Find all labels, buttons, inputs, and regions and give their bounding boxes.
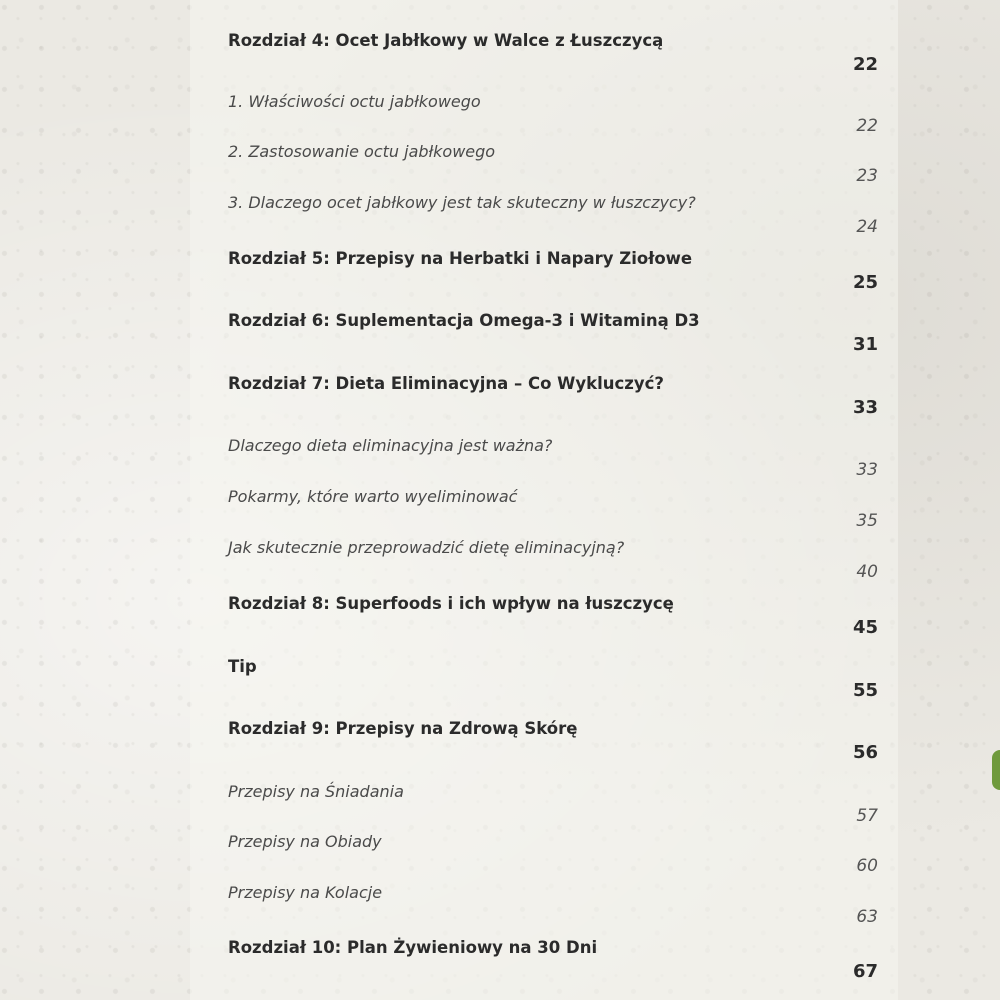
toc-entry-title: Rozdział 6: Suplementacja Omega-3 i Witaminą D3	[228, 311, 700, 330]
toc-entry-sub[interactable]	[228, 537, 878, 587]
toc-entry-chapter-5[interactable]	[228, 248, 878, 298]
toc-entry-page: 25	[852, 272, 878, 293]
toc-entry-chapter-10[interactable]	[228, 937, 878, 987]
toc-entry-page: 63	[856, 907, 878, 927]
toc-entry-page: 55	[852, 680, 878, 701]
toc-entry-page: 57	[856, 806, 878, 826]
toc-entry-title: Rozdział 5: Przepisy na Herbatki i Napary Ziołowe	[228, 249, 693, 268]
toc-entry-page: 67	[852, 961, 878, 982]
toc-entry-sub[interactable]	[228, 435, 878, 485]
leaf-decoration	[992, 750, 1000, 790]
toc-entry-title: Jak skutecznie przeprowadzić dietę eliminacyjną?	[228, 538, 625, 557]
toc-entry-page: 24	[856, 217, 878, 237]
toc-entry-tip[interactable]	[228, 656, 878, 706]
toc-entry-page: 40	[856, 562, 878, 582]
toc-entry-page: 33	[856, 460, 878, 480]
toc-entry-title: Rozdział 7: Dieta Eliminacyjna – Co Wykluczyć?	[228, 374, 664, 393]
toc-entry-page: 56	[852, 742, 878, 763]
toc-entry-chapter-6[interactable]	[228, 310, 878, 360]
toc-entry-page: 31	[852, 334, 878, 355]
toc-entry-page: 33	[852, 397, 878, 418]
toc-entry-sub[interactable]	[228, 882, 878, 932]
toc-entry-title: 3. Dlaczego ocet jabłkowy jest tak skuteczny w łuszczycy?	[228, 193, 696, 212]
toc-entry-chapter-9[interactable]	[228, 718, 878, 768]
toc-entry-title: Rozdział 8: Superfoods i ich wpływ na łuszczycę	[228, 594, 674, 613]
toc-entry-title: Rozdział 9: Przepisy na Zdrową Skórę	[228, 719, 578, 738]
toc-entry-title: Rozdział 4: Ocet Jabłkowy w Walce z Łuszczycą	[228, 31, 664, 50]
toc-entry-title: Pokarmy, które warto wyeliminować	[228, 487, 518, 506]
toc-entry-sub[interactable]	[228, 192, 878, 242]
toc-entry-sub[interactable]	[228, 831, 878, 881]
toc-entry-page: 22	[852, 54, 878, 75]
toc-entry-chapter-4[interactable]	[228, 30, 878, 80]
toc-entry-title: Dlaczego dieta eliminacyjna jest ważna?	[228, 436, 553, 455]
toc-entry-page: 45	[852, 617, 878, 638]
table-of-contents	[228, 0, 878, 1000]
toc-entry-title: Przepisy na Śniadania	[228, 782, 404, 801]
toc-entry-title: Przepisy na Obiady	[228, 832, 382, 851]
toc-entry-chapter-7[interactable]	[228, 373, 878, 423]
toc-entry-page: 23	[856, 166, 878, 186]
toc-entry-title: Rozdział 10: Plan Żywieniowy na 30 Dni	[228, 938, 598, 957]
toc-entry-title: 2. Zastosowanie octu jabłkowego	[228, 142, 496, 161]
toc-entry-sub[interactable]	[228, 781, 878, 831]
toc-entry-title: Przepisy na Kolacje	[228, 883, 383, 902]
toc-entry-sub[interactable]	[228, 91, 878, 141]
toc-entry-title: 1. Właściwości octu jabłkowego	[228, 92, 481, 111]
toc-entry-page: 35	[856, 511, 878, 531]
toc-entry-chapter-8[interactable]	[228, 593, 878, 643]
toc-entry-sub[interactable]	[228, 486, 878, 536]
toc-entry-sub[interactable]	[228, 141, 878, 191]
toc-entry-page: 22	[856, 116, 878, 136]
toc-entry-title: Tip	[228, 657, 257, 676]
toc-entry-page: 60	[856, 856, 878, 876]
